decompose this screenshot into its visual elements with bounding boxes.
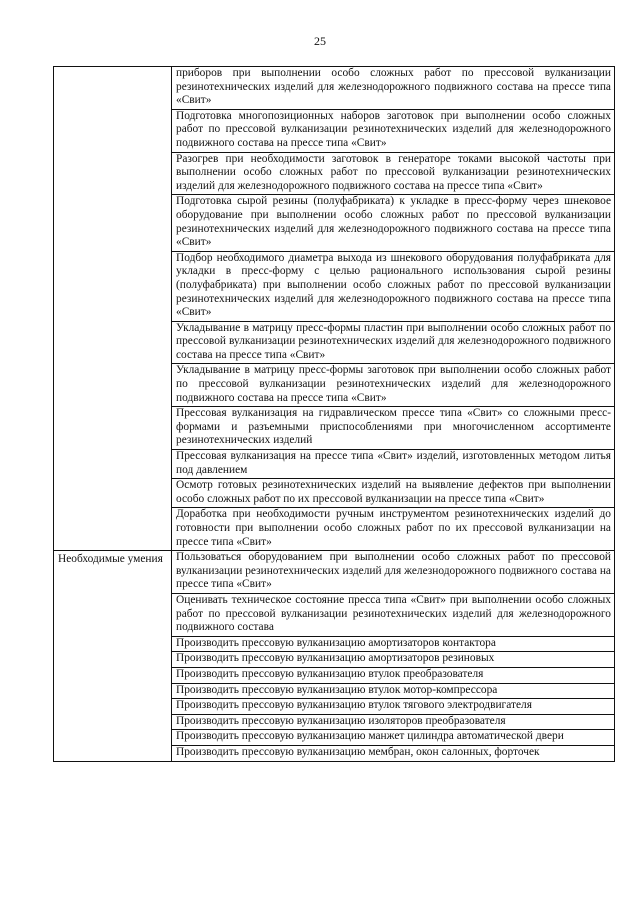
table-cell: Укладывание в матрицу пресс-формы заготовок при выполнении особо сложных работ по прессовой вулканизации резинотехнических изделий для железнодорожного подвижного состава на прессе типа «Свит» <box>172 364 615 407</box>
table-cell: Производить прессовую вулканизацию манжет цилиндра автоматической двери <box>172 730 615 746</box>
table-cell: Производить прессовую вулканизацию втулок мотор-компрессора <box>172 683 615 699</box>
table-cell: Пользоваться оборудованием при выполнении особо сложных работ по прессовой вулканизации резинотехнических изделий для железнодорожного подвижного состава на прессе типа «Свит» <box>172 551 615 594</box>
page-number: 25 <box>314 34 326 48</box>
table-row <box>54 551 615 594</box>
table-cell: Подготовка сырой резины (полуфабриката) к укладке в пресс-форму через шнековое оборудование при выполнении особо сложных работ по прессовой вулканизации резинотехнических изделий для железнодорожного подвижного состава на прессе типа «Свит» <box>172 195 615 251</box>
table-cell: Производить прессовую вулканизацию мембран, окон салонных, форточек <box>172 745 615 761</box>
table-cell: Производить прессовую вулканизацию амортизаторов контактора <box>172 636 615 652</box>
row-label-cell <box>54 551 172 761</box>
table-cell: приборов при выполнении особо сложных работ по прессовой вулканизации резинотехнических изделий для железнодорожного подвижного состава на прессе типа «Свит» <box>172 67 615 110</box>
table-cell: Укладывание в матрицу пресс-формы пластин при выполнении особо сложных работ по прессовой вулканизации резинотехнических изделий для железнодорожного подвижного состава на прессе типа «Свит» <box>172 321 615 364</box>
table-row <box>54 67 615 110</box>
row-label <box>58 67 168 68</box>
table-cell: Осмотр готовых резинотехнических изделий на выявление дефектов при выполнении особо сложных работ по их прессовой вулканизации на прессе типа «Свит» <box>172 479 615 508</box>
table-body <box>54 67 615 762</box>
table-cell: Прессовая вулканизация на гидравлическом прессе типа «Свит» со сложными пресс-формами и разъемными приспособлениями при многочисленном ассортименте резинотехнических изделий <box>172 407 615 450</box>
table-cell: Производить прессовую вулканизацию изоляторов преобразователя <box>172 714 615 730</box>
table-cell: Прессовая вулканизация на прессе типа «Свит» изделий, изготовленных методом литья под давлением <box>172 450 615 479</box>
table-cell: Оценивать техническое состояние пресса типа «Свит» при выполнении особо сложных работ по прессовой вулканизации резинотехнических изделий для железнодорожного подвижного состава <box>172 593 615 636</box>
table-cell: Производить прессовую вулканизацию втулок тягового электродвигателя <box>172 699 615 715</box>
table-cell: Разогрев при необходимости заготовок в генераторе токами высокой частоты при выполнении особо сложных работ по прессовой вулканизации резинотехнических изделий для железнодорожного подвижного состава на прессе типа «Свит» <box>172 152 615 195</box>
row-label-cell <box>54 67 172 551</box>
table-cell: Производить прессовую вулканизацию амортизаторов резиновых <box>172 652 615 668</box>
job-functions-table <box>53 66 615 762</box>
table-cell: Производить прессовую вулканизацию втулок преобразователя <box>172 667 615 683</box>
table-cell: Подготовка многопозиционных наборов заготовок при выполнении особо сложных работ по прессовой вулканизации резинотехнических изделий для железнодорожного подвижного состава на прессе типа «Свит» <box>172 109 615 152</box>
table-cell: Доработка при необходимости ручным инструментом резинотехнических изделий до готовности при выполнении особо сложных работ по их прессовой вулканизации на прессе типа «Свит» <box>172 508 615 551</box>
table-cell: Подбор необходимого диаметра выхода из шнекового оборудования полуфабриката для укладки в пресс-форму с целью рационального использования сырой резины (полуфабриката) при выполнении особо сложных работ по прессовой вулканизации резинотехнических изделий для железнодорожного подвижного состава на прессе типа «Свит» <box>172 251 615 321</box>
row-label: Необходимые умения <box>58 553 163 566</box>
